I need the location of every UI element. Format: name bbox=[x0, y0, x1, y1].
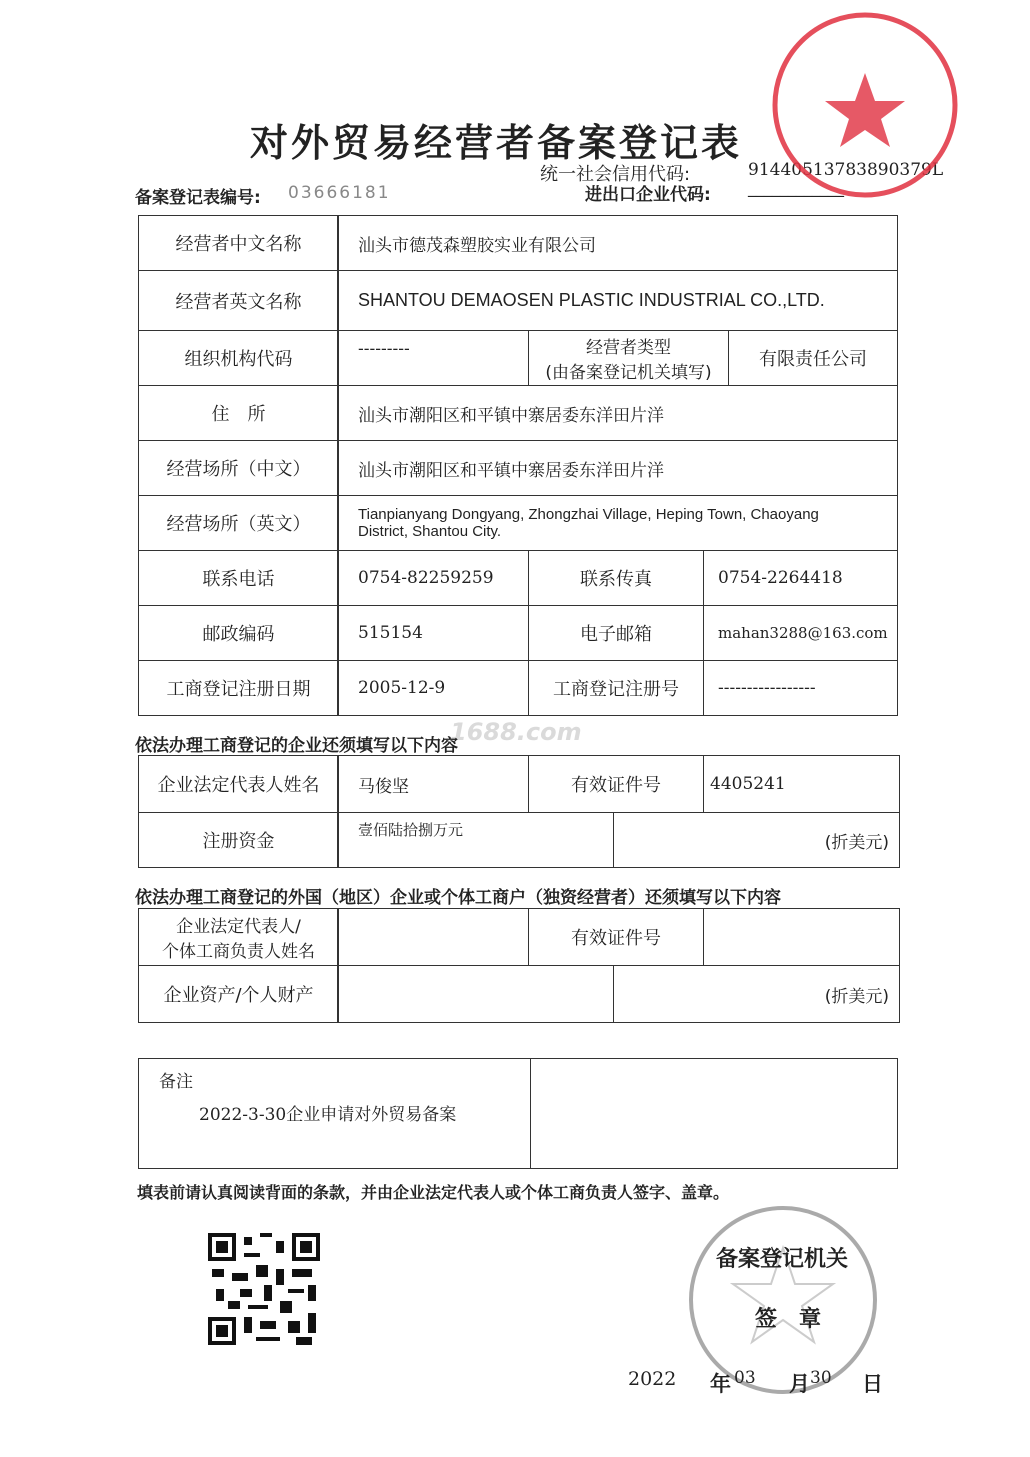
site-en: Tianpianyang Dongyang, Zhongzhai Village, Heping Town, Chaoyang District, Shantou City. bbox=[337, 495, 898, 551]
assets bbox=[337, 965, 614, 1023]
en-name-label: 经营者英文名称 bbox=[138, 270, 339, 331]
remarks-label: 备注 bbox=[159, 1072, 193, 1092]
assets-usd: (折美元) bbox=[613, 965, 900, 1023]
sign-day: 30 bbox=[810, 1368, 832, 1388]
en-name: SHANTOU DEMAOSEN PLASTIC INDUSTRIAL CO.,LTD. bbox=[337, 270, 898, 331]
id-no: 4405241 bbox=[703, 755, 900, 813]
cn-name-label: 经营者中文名称 bbox=[138, 215, 339, 271]
ie-code: ____________ bbox=[748, 178, 844, 197]
capital-usd: (折美元) bbox=[613, 812, 900, 868]
type-label: 经营者类型 bbox=[586, 338, 671, 358]
foreign-rep bbox=[337, 908, 529, 966]
day-label: 日 bbox=[862, 1372, 883, 1396]
capital: 壹佰陆拾捌万元 bbox=[337, 812, 614, 868]
year-label: 年 bbox=[710, 1372, 731, 1396]
email-label: 电子邮箱 bbox=[528, 605, 704, 661]
remarks-cell bbox=[138, 1058, 531, 1169]
type-label-cell bbox=[528, 330, 729, 386]
cn-name: 汕头市德茂森塑胶实业有限公司 bbox=[337, 215, 898, 271]
foreign-id bbox=[703, 908, 900, 966]
id-no-label: 有效证件号 bbox=[528, 755, 704, 813]
foreign-rep-label-line1: 企业法定代表人/ bbox=[176, 917, 301, 937]
month-label: 月 bbox=[789, 1372, 810, 1396]
footer-note: 填表前请认真阅读背面的条款，并由企业法定代表人或个体工商负责人签字、盖章。 bbox=[137, 1183, 730, 1202]
address-label: 住 所 bbox=[138, 385, 339, 441]
credit-code-label: 统一社会信用代码: bbox=[540, 164, 691, 185]
postcode-label: 邮政编码 bbox=[138, 605, 339, 661]
company-stamp bbox=[765, 5, 965, 205]
foreign-rep-label bbox=[138, 908, 339, 966]
operator-type: 有限责任公司 bbox=[728, 330, 898, 386]
legal-rep-label: 企业法定代表人姓名 bbox=[138, 755, 339, 813]
sign-year: 2022 bbox=[628, 1368, 677, 1390]
foreign-id-label: 有效证件号 bbox=[528, 908, 704, 966]
remarks-text: 2022-3-30企业申请对外贸易备案 bbox=[199, 1105, 457, 1125]
type-note: (由备案登记机关填写) bbox=[545, 363, 712, 383]
ie-code-label: 进出口企业代码: bbox=[585, 185, 711, 205]
phone: 0754-82259259 bbox=[337, 550, 529, 606]
legal-rep: 马俊坚 bbox=[337, 755, 529, 813]
reg-date-label: 工商登记注册日期 bbox=[138, 660, 339, 716]
org-code-label: 组织机构代码 bbox=[138, 330, 339, 386]
capital-label: 注册资金 bbox=[138, 812, 339, 868]
credit-code: 91440513783890379L bbox=[748, 160, 944, 180]
address: 汕头市潮阳区和平镇中寨居委东洋田片洋 bbox=[337, 385, 898, 441]
reg-date: 2005-12-9 bbox=[337, 660, 529, 716]
phone-label: 联系电话 bbox=[138, 550, 339, 606]
sign-month: 03 bbox=[734, 1368, 756, 1388]
section2-heading: 依法办理工商登记的企业还须填写以下内容 bbox=[135, 736, 458, 756]
fax: 0754-2264418 bbox=[703, 550, 898, 606]
site-cn-label: 经营场所（中文） bbox=[138, 440, 339, 496]
reg-no-label: 工商登记注册号 bbox=[528, 660, 704, 716]
page-title: 对外贸易经营者备案登记表 bbox=[250, 121, 743, 165]
fax-label: 联系传真 bbox=[528, 550, 704, 606]
org-code: --------- bbox=[337, 330, 529, 386]
record-no: 03666181 bbox=[288, 183, 391, 203]
watermark: 1688.com bbox=[450, 718, 582, 746]
remarks-right bbox=[530, 1058, 898, 1169]
section3-heading: 依法办理工商登记的外国（地区）企业或个体工商户（独资经营者）还须填写以下内容 bbox=[135, 888, 781, 908]
qr-code bbox=[208, 1233, 320, 1345]
postcode: 515154 bbox=[337, 605, 529, 661]
site-en-label: 经营场所（英文） bbox=[138, 495, 339, 551]
authority-label: 备案登记机关 bbox=[716, 1247, 849, 1272]
reg-no: ----------------- bbox=[703, 660, 898, 716]
record-no-label: 备案登记表编号: bbox=[135, 188, 261, 208]
assets-label: 企业资产/个人财产 bbox=[138, 965, 339, 1023]
email: mahan3288@163.com bbox=[703, 605, 898, 661]
seal-label: 签 章 bbox=[755, 1307, 822, 1332]
site-cn: 汕头市潮阳区和平镇中寨居委东洋田片洋 bbox=[337, 440, 898, 496]
foreign-rep-label-line2: 个体工商负责人姓名 bbox=[162, 942, 315, 962]
